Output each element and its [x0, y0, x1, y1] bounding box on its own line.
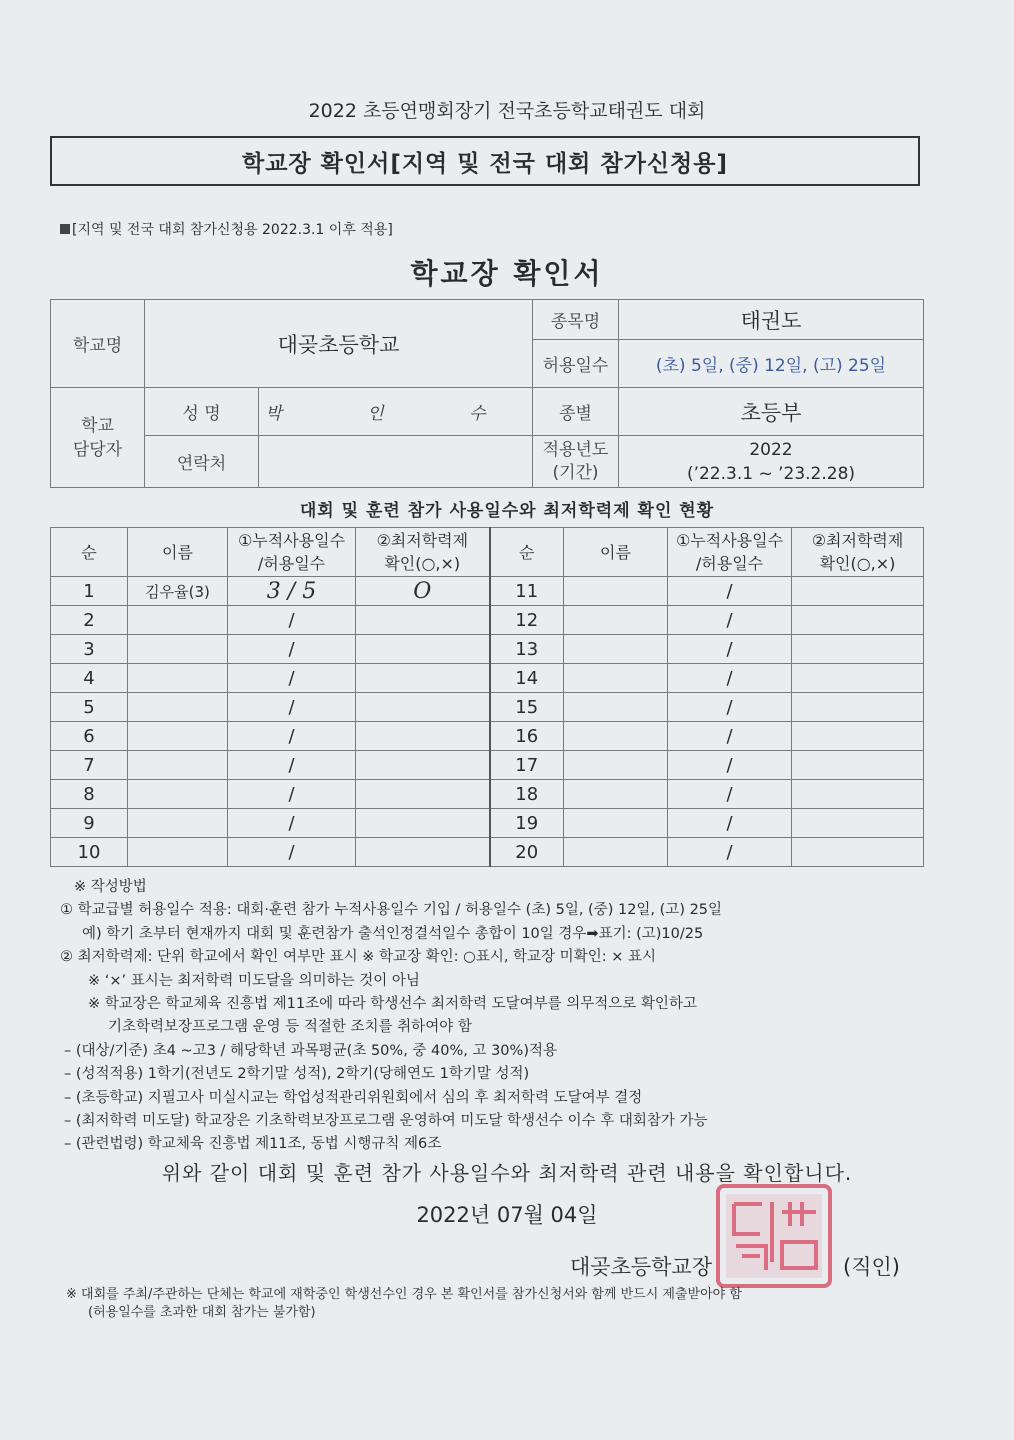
header-no: 순: [51, 528, 128, 577]
row-days: /: [228, 751, 356, 780]
header-check: ②최저학력제 확인(○,×): [356, 528, 490, 577]
year-value: 2022 (’22.3.1 ~ ’23.2.28): [619, 436, 924, 488]
header-days: ①누적사용일수 /허용일수: [228, 528, 356, 577]
row-no: 13: [490, 635, 564, 664]
row-no: 18: [490, 780, 564, 809]
table-row: [51, 693, 924, 722]
row-days: /: [668, 809, 792, 838]
table-row: [51, 664, 924, 693]
seal-label: (직인): [843, 1255, 900, 1279]
school-value: 대곶초등학교: [145, 300, 533, 388]
row-no: 19: [490, 809, 564, 838]
row-no: 1: [51, 577, 128, 606]
contact-value: [259, 436, 533, 488]
division-label: 종별: [533, 388, 619, 436]
square-bullet-icon: [60, 224, 70, 234]
sport-label: 종목명: [533, 300, 619, 340]
row-no: 16: [490, 722, 564, 751]
manager-label: 학교 담당자: [51, 388, 145, 488]
row-days: /: [668, 693, 792, 722]
row-days: /: [228, 635, 356, 664]
row-check: [356, 606, 490, 635]
row-name: [564, 722, 668, 751]
header-name: 이름: [128, 528, 228, 577]
name-value-handwritten: 박 인 수: [259, 388, 533, 436]
table-row: [51, 838, 924, 867]
row-days: /: [668, 722, 792, 751]
note-line: – (최저학력 미도달) 학교장은 기초학력보장프로그램 운영하여 미도달 학생선수 이수 후 대회참가 가능: [64, 1113, 708, 1130]
table-header-row: [51, 528, 924, 577]
row-check: [792, 635, 924, 664]
row-name: 김우율(3): [128, 577, 228, 606]
confirmation-statement: 위와 같이 대회 및 훈련 참가 사용일수와 최저학력 관련 내용을 확인합니다.: [161, 1161, 853, 1185]
row-days: /: [668, 751, 792, 780]
table-row: [51, 809, 924, 838]
note-line: 예) 학기 초부터 현재까지 대회 및 훈련참가 출석인정결석일수 총합이 10일 경우➡표기: (고)10/25: [82, 925, 704, 942]
principal-name: 대곶초등학교장: [570, 1255, 713, 1279]
header-no: 순: [490, 528, 564, 577]
row-no: 5: [51, 693, 128, 722]
row-days: /: [228, 809, 356, 838]
footer-line: ※ 대회를 주최/주관하는 단체는 학교에 재학중인 학생선수인 경우 본 확인서를 참가신청서와 함께 반드시 제출받아야 함: [66, 1287, 742, 1302]
row-no: 10: [51, 838, 128, 867]
name-label: 성 명: [145, 388, 259, 436]
row-check: [792, 751, 924, 780]
row-no: 12: [490, 606, 564, 635]
footer-note: [66, 1286, 742, 1322]
row-check: [356, 693, 490, 722]
note-line: – (성적적용) 1학기(전년도 2학기말 성적), 2학기(당해연도 1학기말 성적): [64, 1066, 530, 1083]
apply-note: [60, 219, 393, 239]
row-days: /: [228, 838, 356, 867]
row-check: [792, 664, 924, 693]
row-check: O: [356, 577, 490, 606]
notes-heading: ※ 작성방법: [74, 879, 147, 895]
row-name: [564, 606, 668, 635]
row-days: /: [668, 635, 792, 664]
event-title: 2022 초등연맹회장기 전국초등학교태권도 대회: [308, 100, 706, 122]
row-check: [792, 838, 924, 867]
division-value: 초등부: [619, 388, 924, 436]
row-no: 11: [490, 577, 564, 606]
issue-date: 2022년 07월 04일: [416, 1203, 598, 1227]
row-no: 15: [490, 693, 564, 722]
row-name: [128, 635, 228, 664]
row-name: [128, 664, 228, 693]
footer-line: (허용일수를 초과한 대회 참가는 불가함): [88, 1305, 316, 1320]
row-days: /: [228, 606, 356, 635]
info-table: [50, 299, 924, 488]
table-row: [51, 577, 924, 606]
row-days: /: [228, 780, 356, 809]
row-no: 7: [51, 751, 128, 780]
row-check: [792, 606, 924, 635]
table-row: [51, 635, 924, 664]
school-label: 학교명: [51, 300, 145, 388]
note-line: – (대상/기준) 초4 ~고3 / 해당학년 과목평균(초 50%, 중 40%, 고 30%)적용: [64, 1042, 557, 1059]
row-name: [128, 693, 228, 722]
row-check: [792, 809, 924, 838]
row-no: 20: [490, 838, 564, 867]
row-name: [564, 809, 668, 838]
row-name: [564, 780, 668, 809]
row-name: [564, 577, 668, 606]
row-check: [356, 838, 490, 867]
page-title: 학교장 확인서: [410, 257, 604, 290]
row-check: [356, 809, 490, 838]
year-label: 적용년도 (기간): [533, 436, 619, 488]
row-days: /: [668, 664, 792, 693]
allowed-days-value: (초) 5일, (중) 12일, (고) 25일: [619, 340, 924, 388]
row-name: [128, 722, 228, 751]
row-name: [564, 635, 668, 664]
row-days: /: [668, 577, 792, 606]
document-box-title: 학교장 확인서[지역 및 전국 대회 참가신청용]: [50, 136, 920, 186]
note-line: ② 최저학력제: 단위 학교에서 확인 여부만 표시 ※ 학교장 확인: ○표시, 학교장 미확인: × 표시: [60, 949, 656, 966]
note-line: ※ 학교장은 학교체육 진흥법 제11조에 따라 학생선수 최저학력 도달여부를 의무적으로 확인하고: [88, 996, 697, 1013]
row-no: 8: [51, 780, 128, 809]
row-check: [792, 722, 924, 751]
row-no: 3: [51, 635, 128, 664]
row-check: [792, 693, 924, 722]
header-days: ①누적사용일수 /허용일수: [668, 528, 792, 577]
row-no: 2: [51, 606, 128, 635]
row-check: [356, 780, 490, 809]
contact-label: 연락처: [145, 436, 259, 488]
row-name: [564, 693, 668, 722]
row-no: 14: [490, 664, 564, 693]
row-no: 4: [51, 664, 128, 693]
table-body: [51, 577, 924, 867]
row-name: [128, 809, 228, 838]
row-name: [564, 664, 668, 693]
row-check: [356, 635, 490, 664]
row-days: /: [668, 606, 792, 635]
header-name: 이름: [564, 528, 668, 577]
note-line: – (초등학교) 지필고사 미실시교는 학업성적관리위원회에서 심의 후 최저학력 도달여부 결정: [64, 1089, 643, 1106]
row-check: [356, 751, 490, 780]
table-row: [51, 751, 924, 780]
row-no: 6: [51, 722, 128, 751]
row-name: [128, 606, 228, 635]
participation-table: [50, 527, 924, 867]
row-name: [564, 751, 668, 780]
row-check: [356, 664, 490, 693]
apply-note-text: [지역 및 전국 대회 참가신청용 2022.3.1 이후 적용]: [72, 222, 393, 238]
row-name: [128, 780, 228, 809]
status-title: 대회 및 훈련 참가 사용일수와 최저학력제 확인 현황: [299, 501, 715, 521]
table-row: [51, 606, 924, 635]
note-line: ① 학교급별 허용일수 적용: 대회·훈련 참가 누적사용일수 기입 / 허용일수 (초) 5일, (중) 12일, (고) 25일: [60, 902, 723, 919]
row-check: [792, 780, 924, 809]
row-name: [128, 751, 228, 780]
row-days: /: [228, 722, 356, 751]
row-no: 9: [51, 809, 128, 838]
row-days: /: [228, 693, 356, 722]
row-name: [128, 838, 228, 867]
note-line: – (관련법령) 학교체육 진흥법 제11조, 동법 시행규칙 제6조: [64, 1136, 442, 1153]
allowed-days-label: 허용일수: [533, 340, 619, 388]
row-days: 3 / 5: [228, 577, 356, 606]
row-name: [564, 838, 668, 867]
row-days: /: [228, 664, 356, 693]
table-row: [51, 722, 924, 751]
header-check: ②최저학력제 확인(○,×): [792, 528, 924, 577]
sport-value: 태권도: [619, 300, 924, 340]
writing-instructions: [60, 876, 940, 1157]
row-no: 17: [490, 751, 564, 780]
row-days: /: [668, 780, 792, 809]
row-check: [792, 577, 924, 606]
note-line: 기초학력보장프로그램 운영 등 적절한 조치를 취하여야 함: [108, 1019, 472, 1036]
row-check: [356, 722, 490, 751]
note-line: ※ ‘×’ 표시는 최저학력 미도달을 의미하는 것이 아님: [88, 972, 420, 989]
row-days: /: [668, 838, 792, 867]
school-seal-stamp: [712, 1182, 836, 1290]
table-row: [51, 780, 924, 809]
